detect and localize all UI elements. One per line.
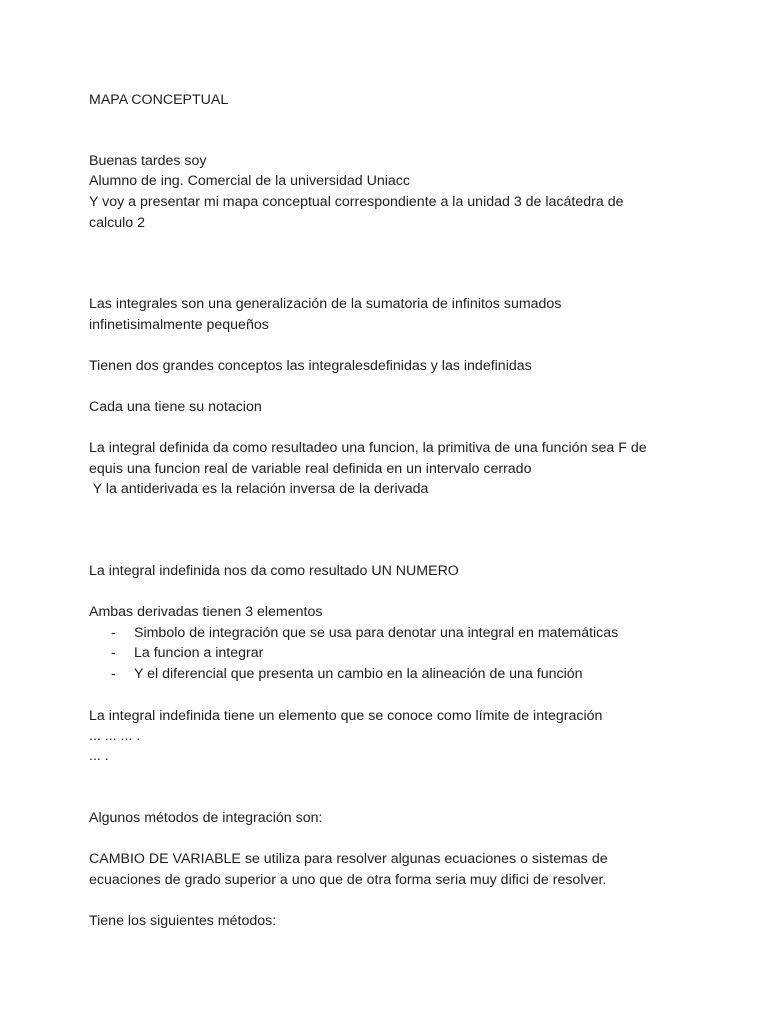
paragraph-integrals-line-2: infinetisimalmente pequeños [89,317,269,333]
paragraph-definite-line-3: Y la antiderivada es la relación inversa de la derivada [89,481,429,497]
ellipsis-line-1: ... ... ... . [89,728,141,744]
paragraph-change-variable-line-2: ecuaciones de grado superior a uno que de otra forma seria muy difici de resolver. [89,872,607,888]
paragraph-notation: Cada una tiene su notacion [89,399,262,415]
paragraph-indefinite-result: La integral indefinida nos da como resultado UN NUMERO [89,563,459,579]
paragraph-change-variable-line-1: CAMBIO DE VARIABLE se utiliza para resolver algunas ecuaciones o sistemas de [89,851,608,867]
paragraph-definite-line-1: La integral definida da como resultadeo una funcion, la primitiva de una función sea F de [89,440,647,456]
intro-line-2: Alumno de ing. Comercial de la universidad Uniacc [89,173,410,189]
list-item-text: La funcion a integrar [134,645,264,661]
document-title: MAPA CONCEPTUAL [89,92,229,108]
paragraph-definite-line-2: equis una funcion real de variable real definida en un intervalo cerrado [89,461,532,477]
list-bullet: - [111,645,116,661]
list-item-text: Y el diferencial que presenta un cambio en la alineación de una función [134,666,583,682]
paragraph-integration-limit: La integral indefinida tiene un elemento que se conoce como límite de integración [89,708,603,724]
paragraph-two-concepts: Tienen dos grandes conceptos las integralesdefinidas y las indefinidas [89,358,532,374]
list-bullet: - [111,666,116,682]
paragraph-elements-intro: Ambas derivadas tienen 3 elementos [89,604,323,620]
ellipsis-line-2: ... . [89,748,109,764]
list-bullet: - [111,625,116,641]
paragraph-methods-intro: Algunos métodos de integración son: [89,810,323,826]
paragraph-methods-list-intro: Tiene los siguientes métodos: [89,913,277,929]
list-item-text: Simbolo de integración que se usa para denotar una integral en matemáticas [134,625,619,641]
intro-line-4: calculo 2 [89,215,145,231]
paragraph-integrals-line-1: Las integrales son una generalización de la sumatoria de infinitos sumados [89,296,562,312]
intro-line-3: Y voy a presentar mi mapa conceptual correspondiente a la unidad 3 de lacátedra de [89,194,624,210]
intro-line-1: Buenas tardes soy [89,153,207,169]
